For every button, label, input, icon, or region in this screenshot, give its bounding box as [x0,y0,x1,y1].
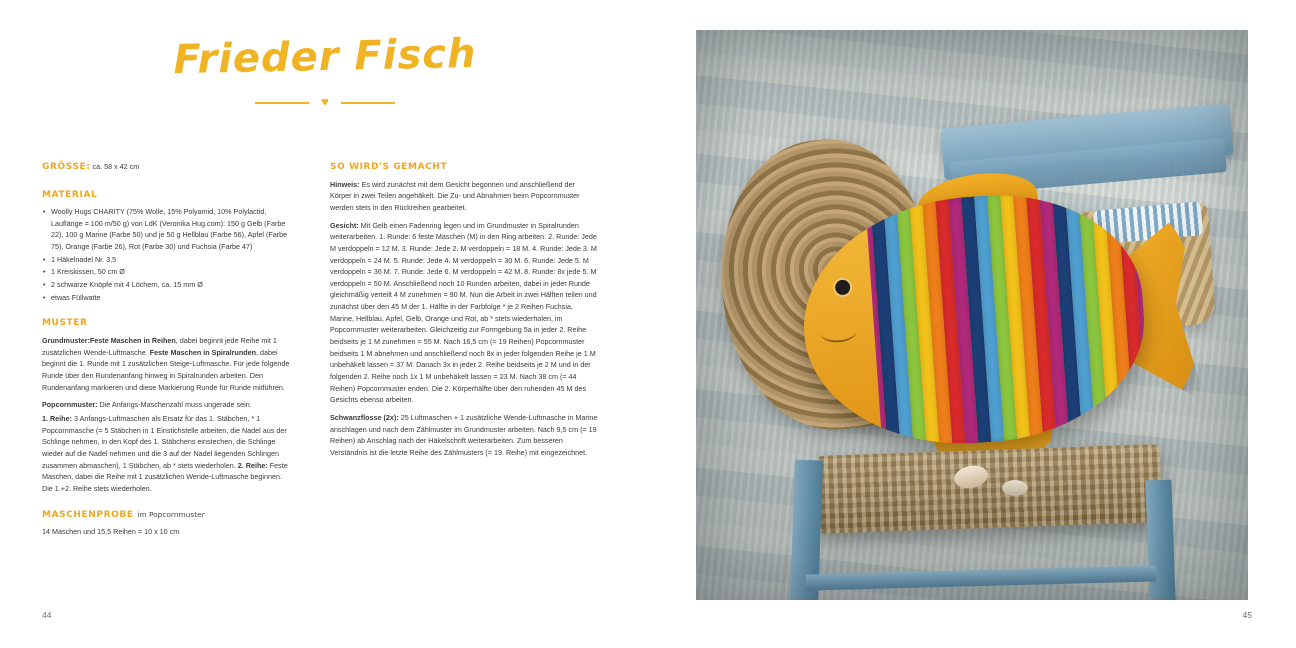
chair-leg-right [1145,480,1176,600]
maschenprobe-heading-main: MASCHENPROBE [42,509,134,520]
title-ornament [255,92,395,114]
reihe2-text: Feste Maschen, dabei die Reihe mit 1 zusätzlichen Wende-Luftmasche beginnen. Die 1.+2. Reihe stets wiederholen. [42,460,288,493]
grundmuster-text-1: , dabei beginnt jede Reihe mit 1 zusätzlichen Wende-Luftmasche. [42,335,277,357]
list-item: • etwas Füllwatte [51,292,292,304]
list-item: • Woolly Hugs CHARITY (75% Wolle, 15% Polyamid, 10% Polylactid, Lauflänge = 100 m/50 g) von LdK (Veronika Hug.com): 150 g Gelb (Farbe 22), 100 g Marine (Farbe 50) und je 50 g Hellblau (Farbe 56), Apfel (Farbe 75), Orange (Farbe 26), Rot (Farbe 30) und Fuchsia (Farbe 47) [51,206,292,253]
reihe1-label: 1. Reihe: [42,413,72,423]
maschenprobe-heading-sub: im Popcornmuster [137,509,205,519]
right-page [648,0,1296,648]
stone-decoration [1002,480,1028,496]
hinweis-text: Es wird zunächst mit dem Gesicht begonnen und anschließend der Körper in zwei Teilen angehäkelt. Die Zu- und Abnahmen beim Popcornmuster werden stets in den Rückreihen gearbeitet. [330,179,580,212]
gesicht-label: Gesicht: [330,220,359,230]
hinweis-label: Hinweis: [330,179,360,189]
page-title: Frieder Fisch [173,30,477,84]
popcorn-label: Popcornmuster: [42,400,98,410]
muster-heading: MUSTER [42,318,88,329]
schwanzflosse-label: Schwanzflosse (2x): [330,413,399,423]
ornament-dash-right [341,102,395,104]
left-text-column [42,160,292,544]
reihe2-label: 2. Reihe: [237,460,268,470]
material-list [42,206,292,303]
fish-stripes [857,185,1151,450]
schwanzflosse-text: 25 Luftmaschen + 1 zusätzliche Wende-Luftmasche in Marine anschlagen und nach dem Zählmuster im Grundmuster arbeiten. Nach 9,5 cm (= 19 Reihen) ab Anschlag nach der Häkelschrift weiterarbeiten. Zum besseren Verständnis ist die letzte Reihe des Zählmusters (= 19. Reihe) mit eingezeichnet. [330,413,598,458]
grundmuster-bold-2: Feste Maschen in Spiralrunden [149,347,256,357]
gesicht-text: Mit Gelb einen Fadenring legen und im Grundmuster in Spiralrunden weiterarbeiten. 1. Runde: 6 feste Maschen (M) in den Ring arbeiten. 2. Runde: Jede M verdoppeln = 12 M. 3. Runde: Jede 2. M verdoppeln = 18 M. 4. Runde: Jede 3. M verdoppeln = 24 M. 5. Runde: Jede 4. M verdoppeln = 30 M. 6. Runde: Jede 5. M verdoppeln = 36 M. 7. Runde: Jede 6. M verdoppeln = 42 M. 8. Runde: 8x jede 5. M verdoppeln = 50 M. Anschließend noch 10 Runden arbeiten, dabei in jeder Runde gleichmäßig verteilt 4 M zunehmen = 90 M. Nun die Arbeit in zwei Hälften teilen und zunächst über den 45 M der 1. Hälfte in der Farbfolge * je 2 Reihen Fuchsia, Marine, Hellblau, Apfel, Gelb, Orange und Rot, ab * stets wiederholen, im Popcornmuster weiterarbeiten. Gleichzeitig zur Formgebung 5a in jeder 2. Reihe beidseits je 1 M zunehmen = 55 M. Nach 16,5 cm (= 19 Reihen) Popcornmuster beidseits 1 M abnehmen und anschließend noch 8x in jeder folgenden Reihe je 1 M unbehäkelt lassen = 37 M. Danach 3x in jeder 2. Reihe beidseits je 2 M und in der folgenden 2. Reihe noch 1x 1 M unbehäkelt lassen = 23 M. Nach 38 cm (= 44 Reihen) Popcornmuster enden. Die 2. Körperhälfte über den ruhenden 45 M des Gesichts ebenso arbeiten. [330,220,597,405]
maschenprobe-text: 14 Maschen und 15,5 Reihen = 10 x 10 cm [42,527,180,537]
material-heading: MATERIAL [42,189,98,200]
page-number-left: 44 [42,610,52,620]
heart-icon: ♥ [321,94,329,109]
seat-weave-texture [815,444,1163,534]
reihen-paragraph [42,413,292,495]
grundmuster-label: Grundmuster: [42,335,90,345]
schwanzflosse-paragraph [330,412,598,459]
reihe1-text: 3 Anfangs-Luftmaschen als Ersatz für das 1. Stäbchen, * 1 Popcornmasche (= 5 Stäbchen in 1 Einstichstelle arbeiten, die Nadel aus der Schlinge nehmen, in den Kopf des 1. Stäbchens einstechen, die Schlinge wieder auf die Nadel nehmen und die 3 auf der Nadel liegenden Schlingen zusammen abmaschen), 1 Stäbchen, ab * stets wiederholen. [42,413,287,470]
grundmuster-paragraph [42,335,292,393]
size-label: GRÖSSE: [42,162,91,172]
popcorn-text: Die Anfangs-Maschenzahl muss ungerade sein. [97,400,252,410]
gesicht-paragraph [330,220,598,407]
size-line [42,160,292,175]
grundmuster-bold-1: Feste Maschen in Reihen [89,335,176,345]
hinweis-paragraph [330,179,598,214]
ornament-dash-left [255,102,309,104]
sowirdsgemacht-heading: SO WIRD'S GEMACHT [330,162,448,172]
fish-body [796,185,1152,454]
grundmuster-text-2: , dabei beginnt die 1. Runde mit 1 zusätzlichen Steige-Luftmasche. Für jede folgende Runde über den Rundenanfang hinweg in Spiralrunden arbeiten. Den Rundenanfang markieren und diese Markierung Runde für Runde mitführen. [42,347,290,392]
project-photo [696,30,1248,600]
chair-seat [815,444,1163,534]
list-item: • 1 Kreiskissen, 50 cm Ø [51,266,292,278]
size-value: ca. 58 x 42 cm [92,162,140,171]
page-number-right: 45 [1242,610,1252,620]
fish-cushion [766,164,1205,483]
list-item: • 2 schwarze Knöpfe mit 4 Löchern, ca. 15 mm Ø [51,279,292,291]
popcorn-paragraph [42,399,292,411]
right-text-column [330,160,598,465]
list-item: • 1 Häkelnadel Nr. 3,5 [51,254,292,266]
maschenprobe-heading [42,508,292,523]
